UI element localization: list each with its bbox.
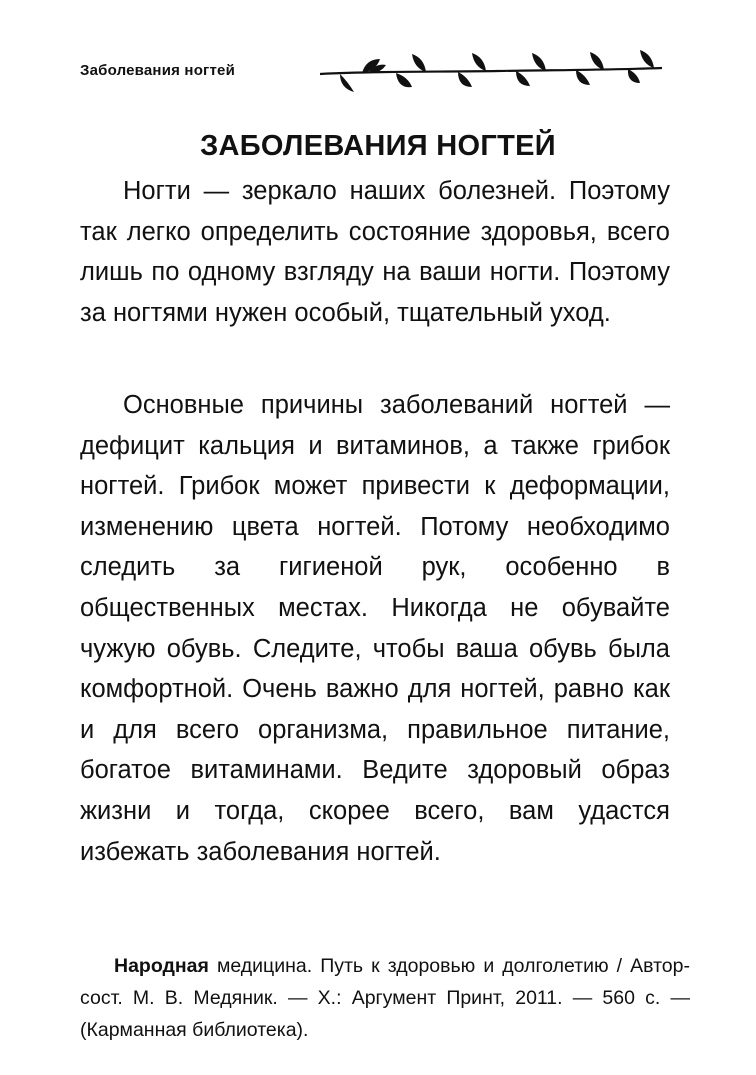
paragraph-text: Ногти — зеркало наших болезней. Поэтому так легко определить состояние здоровья, всего лишь по одному взгляду на ваши ногти. Поэтому за ногтями нужен особый, тщательный уход. [80, 177, 670, 327]
article-title: ЗАБОЛЕВАНИЯ НОГТЕЙ [200, 130, 556, 162]
paragraph-text: Основные причины заболеваний ногтей — дефицит кальция и витаминов, а также грибок ногтей. Грибок может привести к деформации, изменению цвета ногтей. Потому необходимо следить за гигиеной рук, особенно в общественных местах. Никогда не обувайте чужую обувь. Следите, чтобы ваша обувь была комфортной. Очень важно для ногтей, равно как и для всего организма, правильное питание, богатое витаминами. Ведите здоровый образ жизни и тогда, скорее всего, вам удастся избежать заболевания ногтей. [80, 391, 670, 866]
leaf-vine-ornament-icon [318, 46, 664, 94]
citation-bold-word: Народная [114, 955, 209, 977]
article-paragraph-2 [80, 385, 670, 872]
bibliographic-citation [80, 950, 690, 1046]
citation-text: медицина. Путь к здоровью и долголетию / Автор-сост. М. В. Медяник. — Х.: Аргумент Принт, 2011. — 560 с. — (Карманная библиотека). [80, 955, 690, 1041]
article-paragraph-1 [80, 171, 670, 333]
running-head-title: Заболевания ногтей [80, 62, 236, 79]
